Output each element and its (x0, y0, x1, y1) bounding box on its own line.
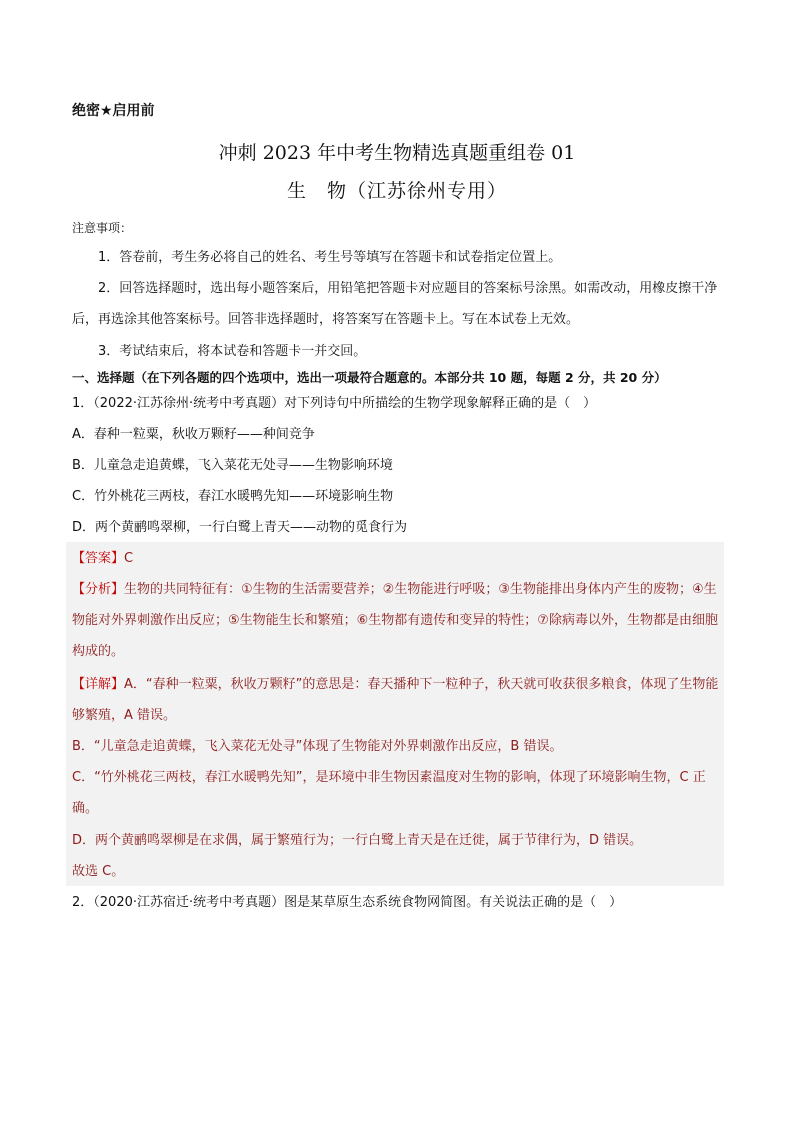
section-heading: 一、选择题（在下列各题的四个选项中，选出一项最符合题意的。本部分共 10 题，每题 2 分，共 20 分） (72, 370, 667, 385)
exam-title: 冲刺 2023 年中考生物精选真题重组卷 01 (218, 142, 576, 164)
answer-tag: 【答案】 (72, 551, 125, 566)
question-1-option-d: D．两个黄鹂鸣翠柳，一行白鹭上青天——动物的觅食行为 (72, 520, 408, 535)
secret-mark: 绝密★启用前 (72, 103, 155, 119)
analysis-text: 生物的共同特征有：①生物的生活需要营养；②生物能进行呼吸；③生物能排出身体内产生的废物；④生物能对外界刺激作出反应；⑤生物能生长和繁殖；⑥生物都有遗传和变异的特性；⑦除病毒以外，生物都是由细胞构成的。 (72, 582, 718, 659)
question-2-stem: 2．（2020·江苏宿迁·统考中考真题）图是某草原生态系统食物网简图。有关说法正确的是（ ） (72, 895, 623, 910)
note-item-3: 3．考试结束后，将本试卷和答题卡一并交回。 (98, 344, 367, 359)
question-1-stem: 1．（2022·江苏徐州·统考中考真题）对下列诗句中所描绘的生物学现象解释正确的是（ ） (72, 396, 597, 411)
conclusion-text: 故选 C。 (72, 864, 125, 879)
detail-b-text: B．“儿童急走追黄蝶，飞入菜花无处寻”体现了生物能对外界刺激作出反应，B 错误。 (72, 739, 563, 754)
answer-line (72, 543, 722, 574)
note-item-1: 1．答卷前，考生务必将自己的姓名、考生号等填写在答题卡和试卷指定位置上。 (98, 250, 562, 265)
detail-a-block (72, 669, 722, 731)
question-1-option-c: C．竹外桃花三两枝，春江水暖鸭先知——环境影响生物 (72, 489, 394, 504)
analysis-tag: 【分析】 (72, 582, 125, 597)
question-1-option-b: B．儿童急走追黄蝶，飞入菜花无处寻——生物影响环境 (72, 458, 393, 473)
answer-value: C (124, 551, 134, 566)
detail-d-text: D．两个黄鹂鸣翠柳是在求偶，属于繁殖行为；一行白鹭上青天是在迁徙，属于节律行为，D 错误。 (72, 833, 643, 848)
note-item-2: 2．回答选择题时，选出每小题答案后，用铅笔把答题卡对应题目的答案标号涂黑。如需改动，用橡皮擦干净后，再选涂其他答案标号。回答非选择题时，将答案写在答题卡上。写在本试卷上无效。 (72, 281, 718, 327)
detail-tag: 【详解】 (72, 677, 125, 692)
detail-c-text: C．“竹外桃花三两枝，春江水暖鸭先知”，是环境中非生物因素温度对生物的影响，体现了环境影响生物，C 正确。 (72, 770, 706, 816)
analysis-block (72, 574, 722, 667)
notes-heading: 注意事项： (72, 221, 133, 235)
detail-a-text: A．“春种一粒粟，秋收万颗籽”的意思是：春天播种下一粒种子，秋天就可收获很多粮食，体现了生物能够繁殖，A 错误。 (72, 677, 719, 723)
question-1-option-a: A．春种一粒粟，秋收万颗籽——种间竞争 (72, 427, 315, 442)
exam-subtitle: 生 物（江苏徐州专用） (286, 180, 507, 202)
